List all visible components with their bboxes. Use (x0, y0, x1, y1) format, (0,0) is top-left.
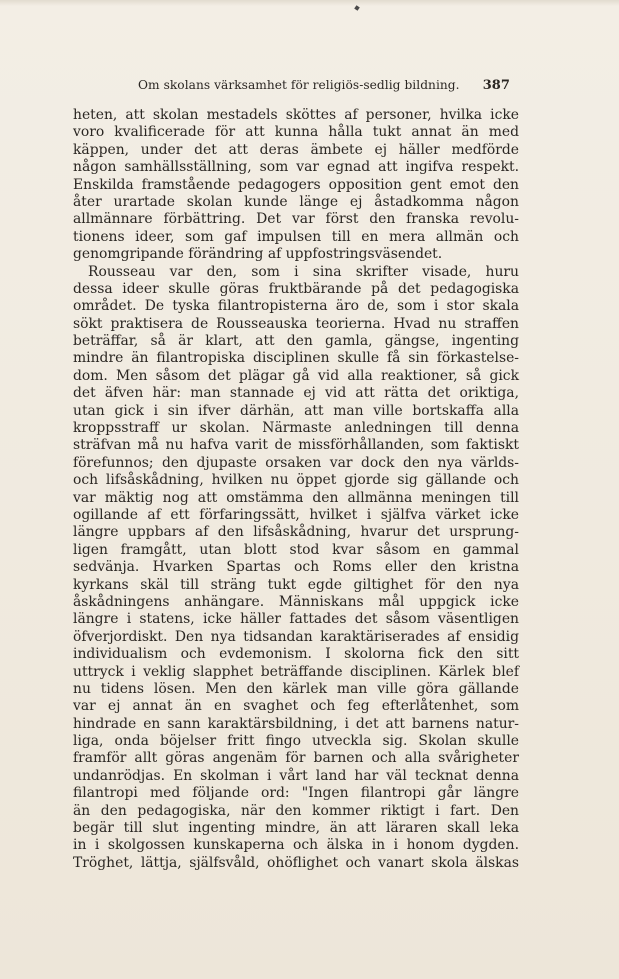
text-line: nu tidens lösen. Men den kärlek man ville göra gällande (73, 680, 519, 697)
text-line: öfverjordiskt. Den nya tidsandan karaktäriserades af ensidig (73, 628, 519, 645)
text-line: åter urartade skolan kunde länge ej åstadkomma någon (73, 193, 519, 210)
text-line: uttryck i veklig slapphet beträffande disciplinen. Kärlek blef (73, 663, 519, 680)
text-line: mindre än filantropiska disciplinen skulle få sin förkastelse- (73, 350, 519, 367)
text-line: längre uppbars af den lifsåskådning, hvarur det ursprung- (73, 524, 519, 541)
text-line: genomgripande förändring af uppfostringsväsendet. (73, 246, 443, 263)
page-top-edge (0, 0, 619, 6)
running-header-title: Om skolans värksamhet för religiös-sedlig bildning. (138, 78, 460, 92)
text-line: filantropi med följande ord: "Ingen filantropi går längre (73, 785, 519, 802)
text-line: tionens ideer, som gaf impulsen till en mera allmän och (73, 228, 519, 245)
text-line: var mäktig nog att omstämma den allmänna meningen till (73, 489, 519, 506)
text-line: det äfven här: man stannade ej vid att rätta det oriktiga, (73, 385, 519, 402)
text-line: sedvänja. Hvarken Spartas och Roms eller den kristna (73, 559, 519, 576)
text-line: området. De tyska filantropisterna äro de, som i stor skala (73, 298, 519, 315)
text-line: heten, att skolan mestadels sköttes af personer, hvilka icke (73, 107, 519, 123)
running-header (138, 78, 510, 96)
text-line: dom. Men såsom det plägar gå vid alla reaktioner, så gick (73, 367, 519, 384)
text-line: förefunnos; den djupaste orsaken var dock den nya världs- (73, 454, 519, 471)
page-number: 387 (482, 78, 510, 93)
text-line: in i skolgossen kunskaperna och älska in i honom dygden. (73, 837, 519, 854)
text-line: undanrödjas. En skolman i vårt land har väl tecknat denna (73, 767, 519, 784)
text-line: liga, onda böjelser fritt fingo utveckla sig. Skolan skulle (73, 733, 519, 750)
text-line: ligen framgått, utan blott stod kvar såsom en gammal (73, 541, 519, 558)
text-line: åskådningens anhängare. Människans mål uppgick icke (73, 593, 519, 610)
text-line: allmännare förbättring. Det var först den franska revolu- (73, 211, 519, 228)
text-line: sträfvan må nu hafva varit de missförhållanden, som faktiskt (73, 437, 519, 454)
text-line: längre i statens, icke häller fattades det såsom väsentligen (73, 611, 519, 628)
text-line: var ej annat än en svaghet och feg efterlåtenhet, som (73, 698, 519, 715)
text-line: hindrade en sann karaktärsbildning, i det att barnens natur- (73, 715, 519, 732)
text-line: beträffar, så är klart, att den gamla, gängse, ingenting (73, 333, 519, 350)
text-line: utan gick i sin ifver därhän, att man ville bortskaffa alla (73, 402, 519, 419)
text-line: och lifsåskådning, hvilken nu öppet gjorde sig gällande och (73, 472, 519, 489)
text-line: kyrkans skäl till sträng tukt egde giltighet för den nya (73, 576, 519, 593)
text-line: Rousseau var den, som i sina skrifter visade, huru (88, 263, 519, 280)
text-line: Tröghet, lättja, själfsvåld, ohöflighet och vanart skola älskas (73, 854, 519, 871)
text-line: ogillande af ett förfaringssätt, hvilket i själfva värket icke (73, 506, 519, 523)
text-line: begär till slut ingenting mindre, än att läraren skall leka (73, 820, 519, 837)
text-line: Enskilda framstående pedagogers opposition gent emot den (73, 176, 519, 193)
text-line: dessa ideer skulle göras fruktbärande på det pedagogiska (73, 280, 519, 297)
body-text (73, 107, 519, 872)
text-line: sökt praktisera de Rousseauska teorierna. Hvad nu straffen (73, 315, 519, 332)
text-line: voro kvalificerade för att kunna hålla tukt annat än med (73, 124, 519, 141)
text-line: käppen, under det att deras ämbete ej häller medförde (73, 141, 519, 158)
text-line: kroppsstraff ur skolan. Närmaste anledningen till denna (73, 420, 519, 437)
text-line: någon samhällsställning, som var egnad att ingifva respekt. (73, 159, 519, 176)
text-line: individualism och evdemonism. I skolorna fick den sitt (73, 646, 519, 663)
text-line: än den pedagogiska, när den kommer riktigt i fart. Den (73, 802, 519, 819)
text-line: framför allt göras angenäm för barnen och alla svårigheter (73, 750, 519, 767)
